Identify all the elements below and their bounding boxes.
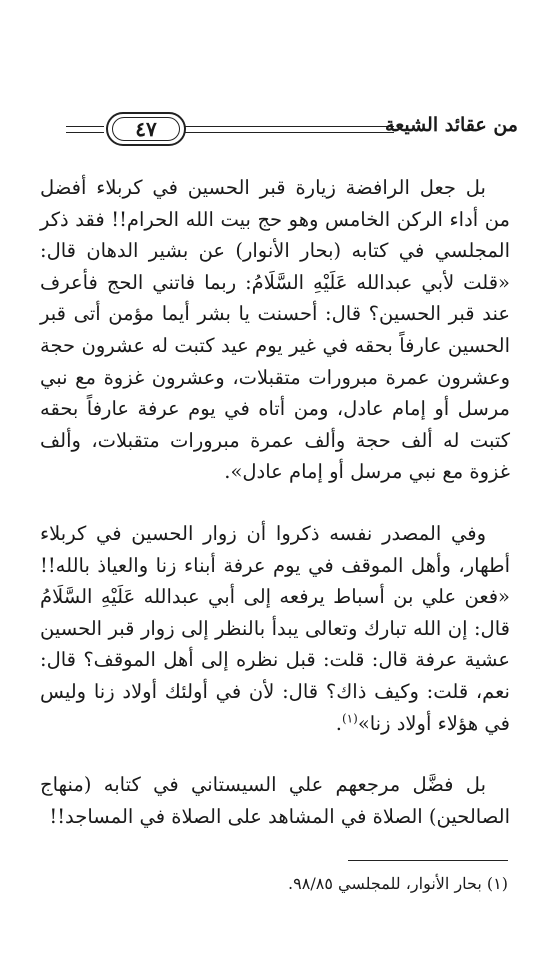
page-number: ٤٧ [135, 117, 157, 141]
body-text [40, 172, 510, 832]
paragraph-1 [40, 172, 510, 488]
paragraph-3 [40, 769, 510, 832]
footnote-reference: (١) [341, 711, 358, 725]
header-rule-right [184, 126, 394, 133]
header-title: من عقائد الشيعة [385, 114, 518, 136]
header-rule-left [66, 126, 104, 133]
footnote-separator [348, 860, 508, 861]
paragraph-1-text: بل جعل الرافضة زيارة قبر الحسين في كربلاء أفضل من أداء الركن الخامس وهو حج بيت الله الحرام!! فقد ذكر المجلسي في كتابه (بحار الأنوار) عن بشير الدهان قال: «قلت لأبي عبدالله عَلَيْهِ السَّلَامُ: ربما فاتني الحج فأعرف عند قبر الحسين؟ قال: أحسنت يا بشر أيما مؤمن أتى قبر الحسين عارفاً بحقه في غير يوم عيد كتبت له عشرون حجة وعشرون عمرة مبرورات متقبلات، وعشرون غزوة مع نبي مرسل أو إمام عادل، ومن أتاه في يوم عرفة عارفاً بحقه كتبت له ألف حجة وألف عمرة مبرورات متقبلات، وألف غزوة مع نبي مرسل أو إمام عادل». [40, 176, 510, 484]
page-number-frame [106, 112, 186, 146]
paragraph-2: وفي المصدر نفسه ذكروا أن زوار الحسين في كربلاء أطهار، وأهل الموقف في يوم عرفة أبناء زنا والعياذ بالله!! «فعن علي بن أسباط يرفعه إلى أبي عبدالله عَلَيْهِ السَّلَامُ قال: إن الله تبارك وتعالى يبدأ بالنظر إلى زوار قبر الحسين عشية عرفة قال: قلت: قبل نظره إلى أهل الموقف؟ قال: نعم، قلت: وكيف ذاك؟ قال: لأن في أولئك أولاد زنا وليس في هؤلاء أولاد زنا»$^{(١)}$. [40, 521, 510, 735]
paragraph-3-text: بل فضَّل مرجعهم علي السيستاني في كتابه (منهاج الصالحين) الصلاة في المشاهد على الصلاة في المساجد!! [40, 773, 510, 828]
footnote-1: (١) بحار الأنوار، للمجلسي ٩٨/٨٥. [288, 874, 508, 893]
paragraph-2-text: وفي المصدر نفسه ذكروا أن زوار الحسين في كربلاء أطهار، وأهل الموقف في يوم عرفة أبناء زنا والعياذ بالله!! «فعن علي بن أسباط يرفعه إلى أبي عبدالله عَلَيْهِ السَّلَامُ قال: إن الله تبارك وتعالى يبدأ بالنظر إلى زوار قبر الحسين عشية عرفة قال: قلت: قبل نظره إلى أهل الموقف؟ قال: نعم، قلت: وكيف ذاك؟ قال: لأن في أولئك أولاد زنا وليس في هؤلاء أولاد زنا» [40, 521, 510, 735]
running-header [66, 110, 518, 150]
